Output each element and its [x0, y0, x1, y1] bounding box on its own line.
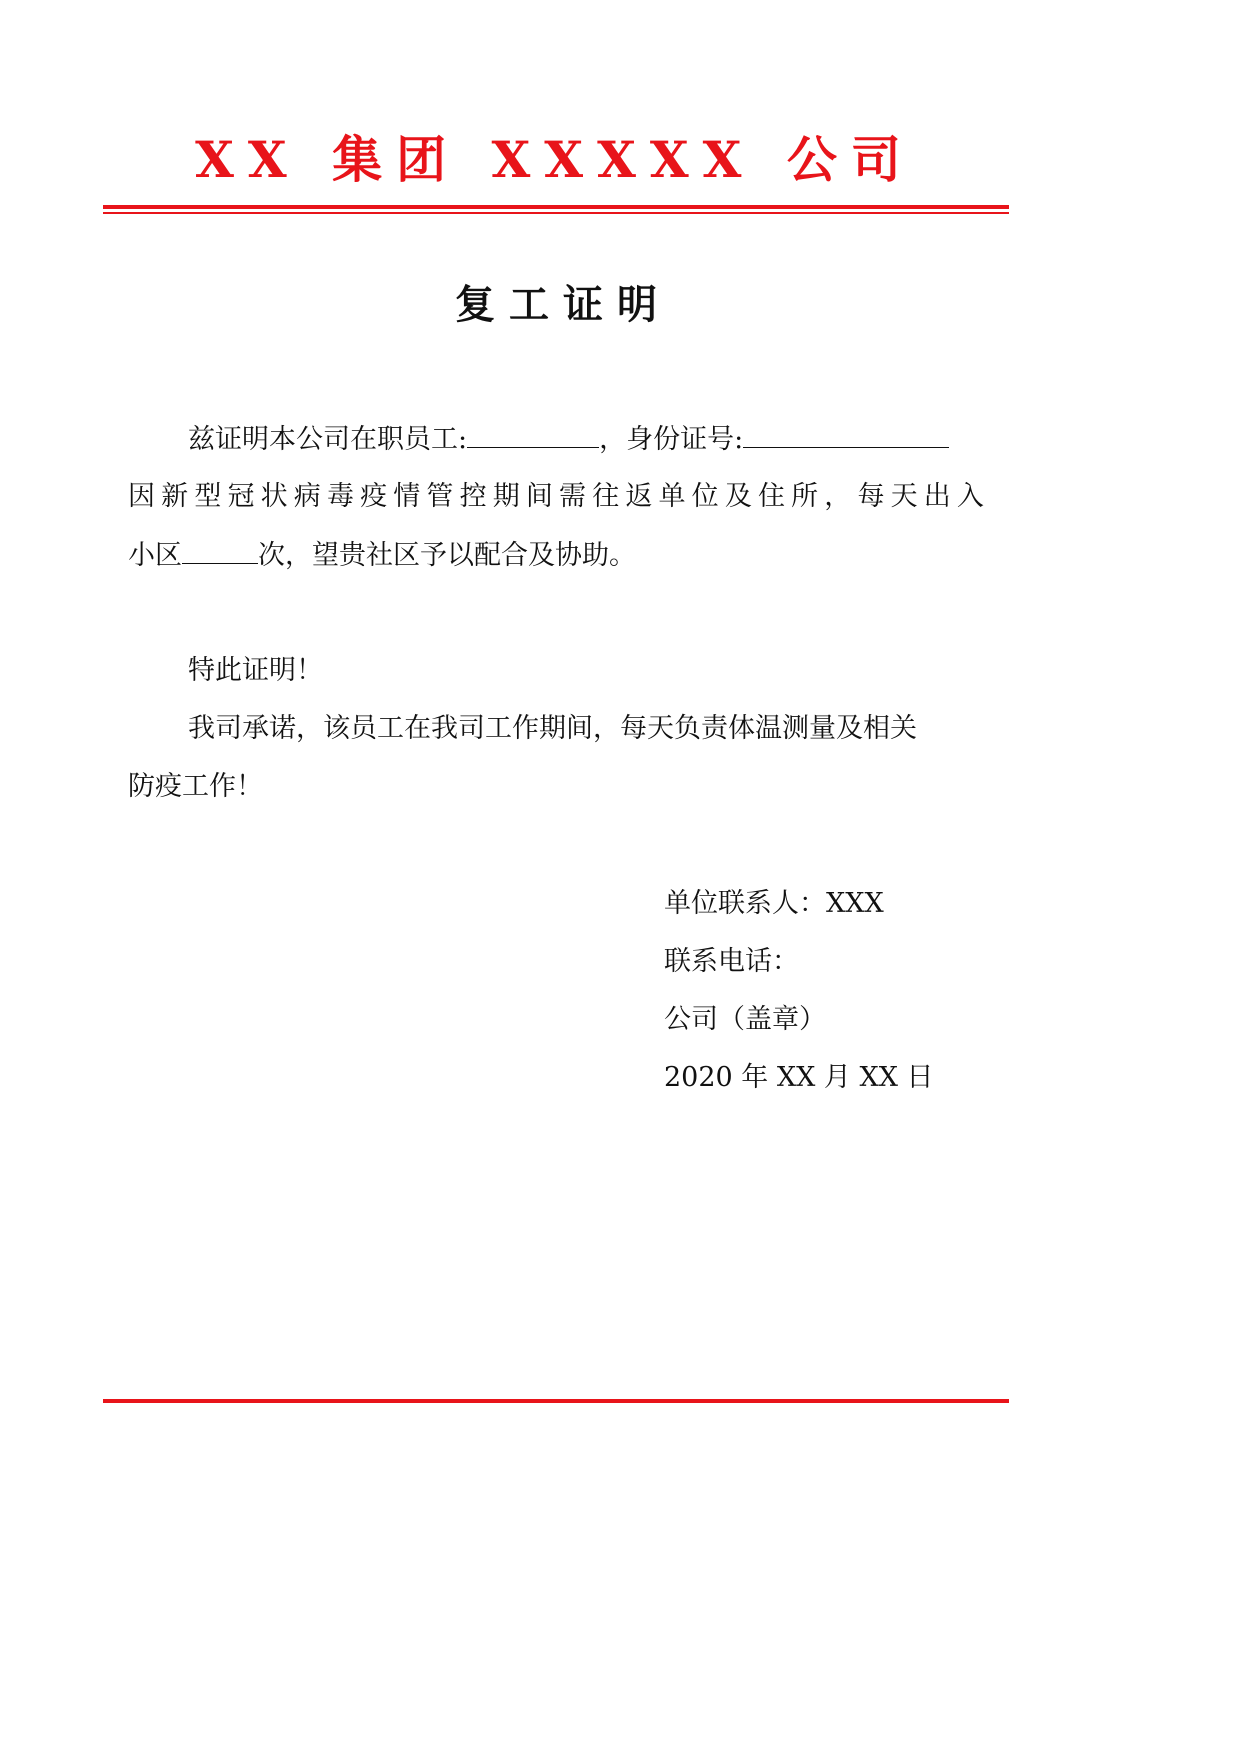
company-stamp-label: 公司（盖章） — [664, 1004, 826, 1035]
intro-text: 兹证明本公司在职员工: — [188, 424, 468, 455]
special-note: 特此证明！ — [188, 655, 323, 686]
issue-date: 2020 年 XX 月 XX 日 — [664, 1062, 934, 1093]
paragraph-line-2 — [128, 479, 984, 515]
line2-char: 疫 — [360, 481, 388, 512]
line2-char: 天 — [890, 481, 918, 512]
header-rule-thin — [103, 212, 1009, 214]
entry-count-blank — [182, 537, 258, 564]
footer-rule — [103, 1399, 1009, 1403]
line2-char: 间 — [525, 481, 553, 512]
line2-char: 及 — [724, 481, 752, 512]
line2-char: 出 — [923, 481, 951, 512]
line2-char: 住 — [757, 481, 785, 512]
line2-char: 需 — [559, 481, 587, 512]
line2-char: 入 — [956, 481, 984, 512]
line2-char: 往 — [592, 481, 620, 512]
contact-phone: 联系电话： — [664, 946, 799, 977]
line2-char: 型 — [194, 481, 222, 512]
company-header-title: XX 集团 XXXXX 公司 — [195, 130, 915, 189]
line2-char: 每 — [857, 481, 885, 512]
id-number-blank — [743, 421, 949, 448]
line2-char: 控 — [459, 481, 487, 512]
line2-char: 单 — [658, 481, 686, 512]
line2-char: 状 — [260, 481, 288, 512]
line3-suffix: 次，望贵社区予以配合及协助。 — [258, 540, 636, 571]
id-label: ，身份证号: — [599, 424, 744, 455]
line2-char: 新 — [161, 481, 189, 512]
line2-char: 因 — [128, 481, 155, 512]
line2-char: 病 — [293, 481, 321, 512]
contact-person: 单位联系人：XXX — [664, 888, 884, 919]
paragraph-line-1 — [188, 421, 949, 458]
line2-char: 情 — [393, 481, 421, 512]
document-title: 复工证明 — [455, 281, 671, 328]
line2-char: 冠 — [227, 481, 255, 512]
header-rule-thick — [103, 205, 1009, 209]
line2-char: 返 — [625, 481, 653, 512]
paragraph-line-3 — [128, 537, 636, 574]
commitment-line-2: 防疫工作！ — [128, 771, 263, 802]
line2-char: 管 — [426, 481, 454, 512]
line2-char: ， — [824, 481, 852, 512]
line2-char: 所 — [791, 481, 819, 512]
employee-name-blank — [467, 421, 599, 448]
commitment-line-1: 我司承诺，该员工在我司工作期间，每天负责体温测量及相关 — [188, 713, 917, 744]
line2-char: 期 — [492, 481, 520, 512]
line2-char: 毒 — [326, 481, 354, 512]
line3-prefix: 小区 — [128, 540, 182, 571]
line2-char: 位 — [691, 481, 719, 512]
